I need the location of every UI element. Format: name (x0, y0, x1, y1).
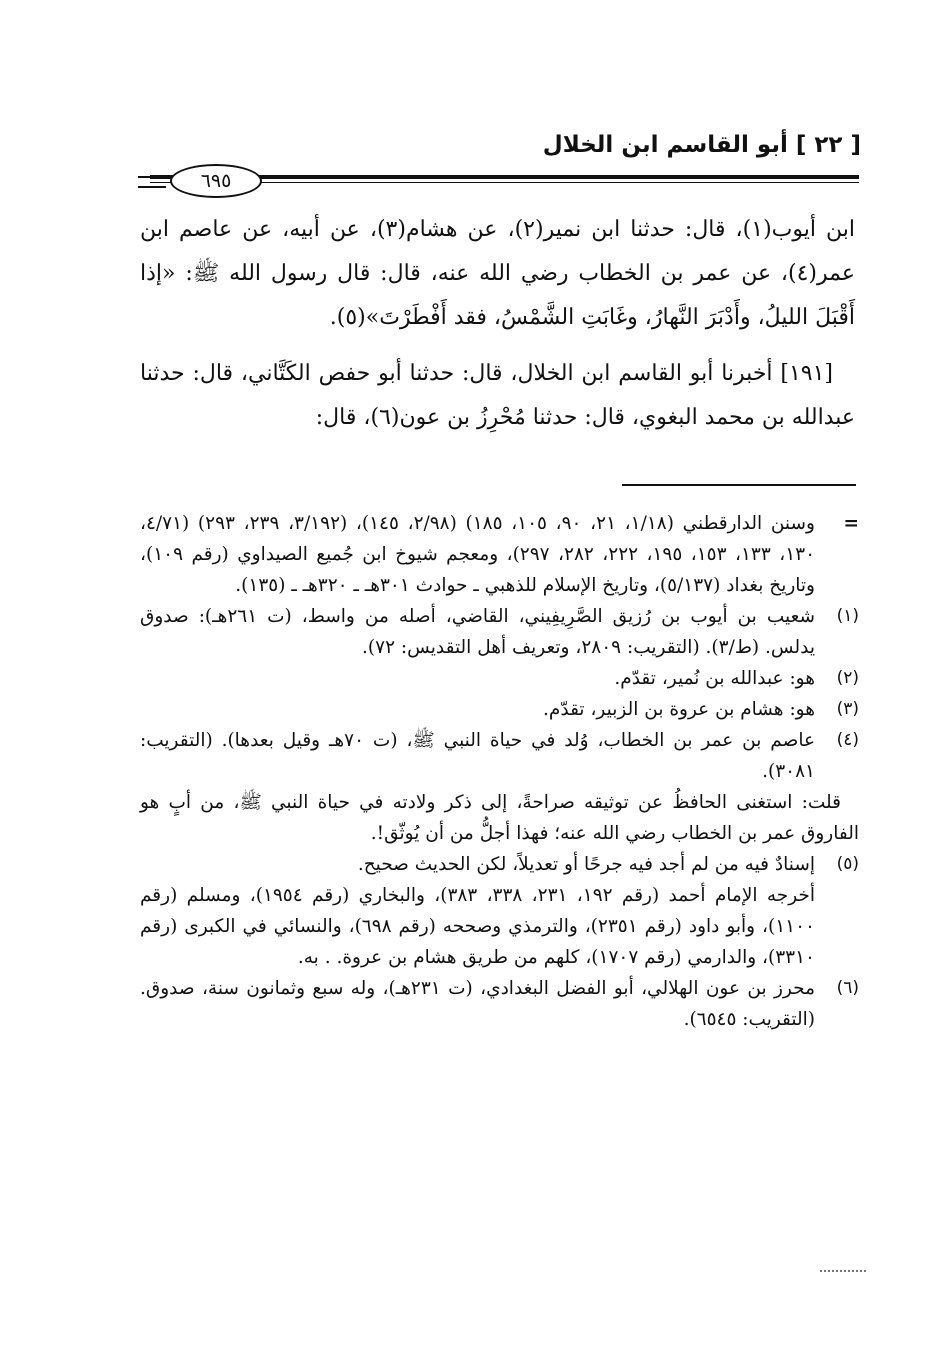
footnote-number: (٣) (836, 699, 859, 719)
footnote-number: (٦) (836, 978, 859, 998)
footnote-text: عاصم بن عمر بن الخطاب، وُلد في حياة النبي ﷺ، (ت ٧٠هـ وقيل بعدها). (التقريب: ٣٠٨١). (140, 730, 815, 782)
footnote-text: محرز بن عون الهلالي، أبو الفضل البغدادي، (ت ٢٣١هـ)، وله سبع وثمانون سنة، صدوق. (التقريب: ٦٥٤٥). (140, 978, 815, 1030)
footnote-item (140, 725, 859, 787)
page-corner-mark (820, 1270, 866, 1274)
footnote-text: إسنادٌ فيه من لم أجد فيه جرحًا أو تعديلاً، لكن الحديث صحيح. (357, 854, 815, 875)
footnote-comment (140, 787, 859, 849)
footnote-text: هو: هشام بن عروة بن الزبير، تقدّم. (543, 699, 815, 720)
page-number-text: ٦٩٥ (200, 170, 232, 192)
footnote-item (140, 973, 859, 1035)
page-number (170, 164, 262, 198)
main-paragraph: ابن أيوب(١)، قال: حدثنا ابن نمير(٢)، عن هشام(٣)، عن أبيه، عن عاصم ابن عمر(٤)، عن عمر بن الخطاب رضي الله عنه، قال: قال رسول الله ﷺ: «إذا أَقْبَلَ الليلُ، وأَدْبَرَ النَّهارُ، وغَابَتِ الشَّمْسُ، فقد أَفْطَرْتَ»(٥). (140, 217, 855, 330)
footnote-text: قلت: استغنى الحافظُ عن توثيقه صراحةً، إلى ذكر ولادته في حياة النبي ﷺ، من أبٍ هو الفاروق عمر بن الخطاب رضي الله عنه؛ فهذا أجلُّ من أن يُوثّق!. (140, 792, 859, 844)
footnote-number: (١) (836, 606, 859, 626)
footnote-text: أخرجه الإمام أحمد (رقم ١٩٢، ٢٣١، ٣٣٨، ٣٨٣)، والبخاري (رقم ١٩٥٤)، ومسلم (رقم ١١٠٠)، وأبو داود (رقم ٢٣٥١)، والترمذي وصححه (رقم ٦٩٨)، والنسائي في الكبرى (رقم ٣٣١٠)، والدارمي (رقم ١٧٠٧)، كلهم من طريق هشام بن عروة. . به. (140, 885, 815, 968)
footnote-number: (٥) (836, 854, 859, 874)
running-header-title: [ ٢٢ ] أبو القاسم ابن الخلال (542, 132, 861, 158)
footnote-item (140, 694, 859, 725)
main-paragraph: [١٩١] أخبرنا أبو القاسم ابن الخلال، قال: حدثنا أبو حفص الكَتَّاني، قال: حدثنا عبدالله بن محمد البغوي، قال: حدثنا مُحْرِزُ بن عون(٦)، قال: (140, 361, 855, 430)
footnote-number: (٢) (836, 668, 859, 688)
footnotes (140, 508, 859, 1035)
footnote-separator (622, 484, 856, 486)
footnote-text: وسنن الدارقطني (١/١٨، ٢١، ٩٠، ١٠٥، ١٨٥) (٢/٩٨، ١٤٥)، (٣/١٩٢، ٢٣٩، ٢٩٣) (٤/٧١، ١٣٠، ١٣٣، ١٥٣، ١٩٥، ٢٢٢، ٢٨٢، ٢٩٧)، ومعجم شيوخ ابن جُميع الصيداوي (رقم ١٠٩)، وتاريخ بغداد (٥/١٣٧)، وتاريخ الإسلام للذهبي ـ حوادث ٣٠١هـ ـ ٣٢٠هـ ـ (١٣٥). (140, 513, 816, 596)
footnote-item (140, 663, 859, 694)
page-number-ornament (138, 176, 166, 188)
footnote-continuation (140, 508, 859, 601)
footnote-text: هو: عبدالله بن نُمير، تقدّم. (614, 668, 815, 689)
footnote-text: شعيب بن أيوب بن رُزيق الصَّرِيفِيني، القاضي، أصله من واسط، (ت ٢٦١هـ): صدوق يدلس. (ط/٣). (التقريب: ٢٨٠٩، وتعريف أهل التقديس: ٧٢). (140, 606, 815, 658)
footnote-item (140, 601, 859, 663)
footnote-item (140, 849, 859, 973)
continuation-mark: = (843, 513, 859, 534)
footnote-number: (٤) (836, 730, 859, 750)
main-text (140, 208, 855, 440)
